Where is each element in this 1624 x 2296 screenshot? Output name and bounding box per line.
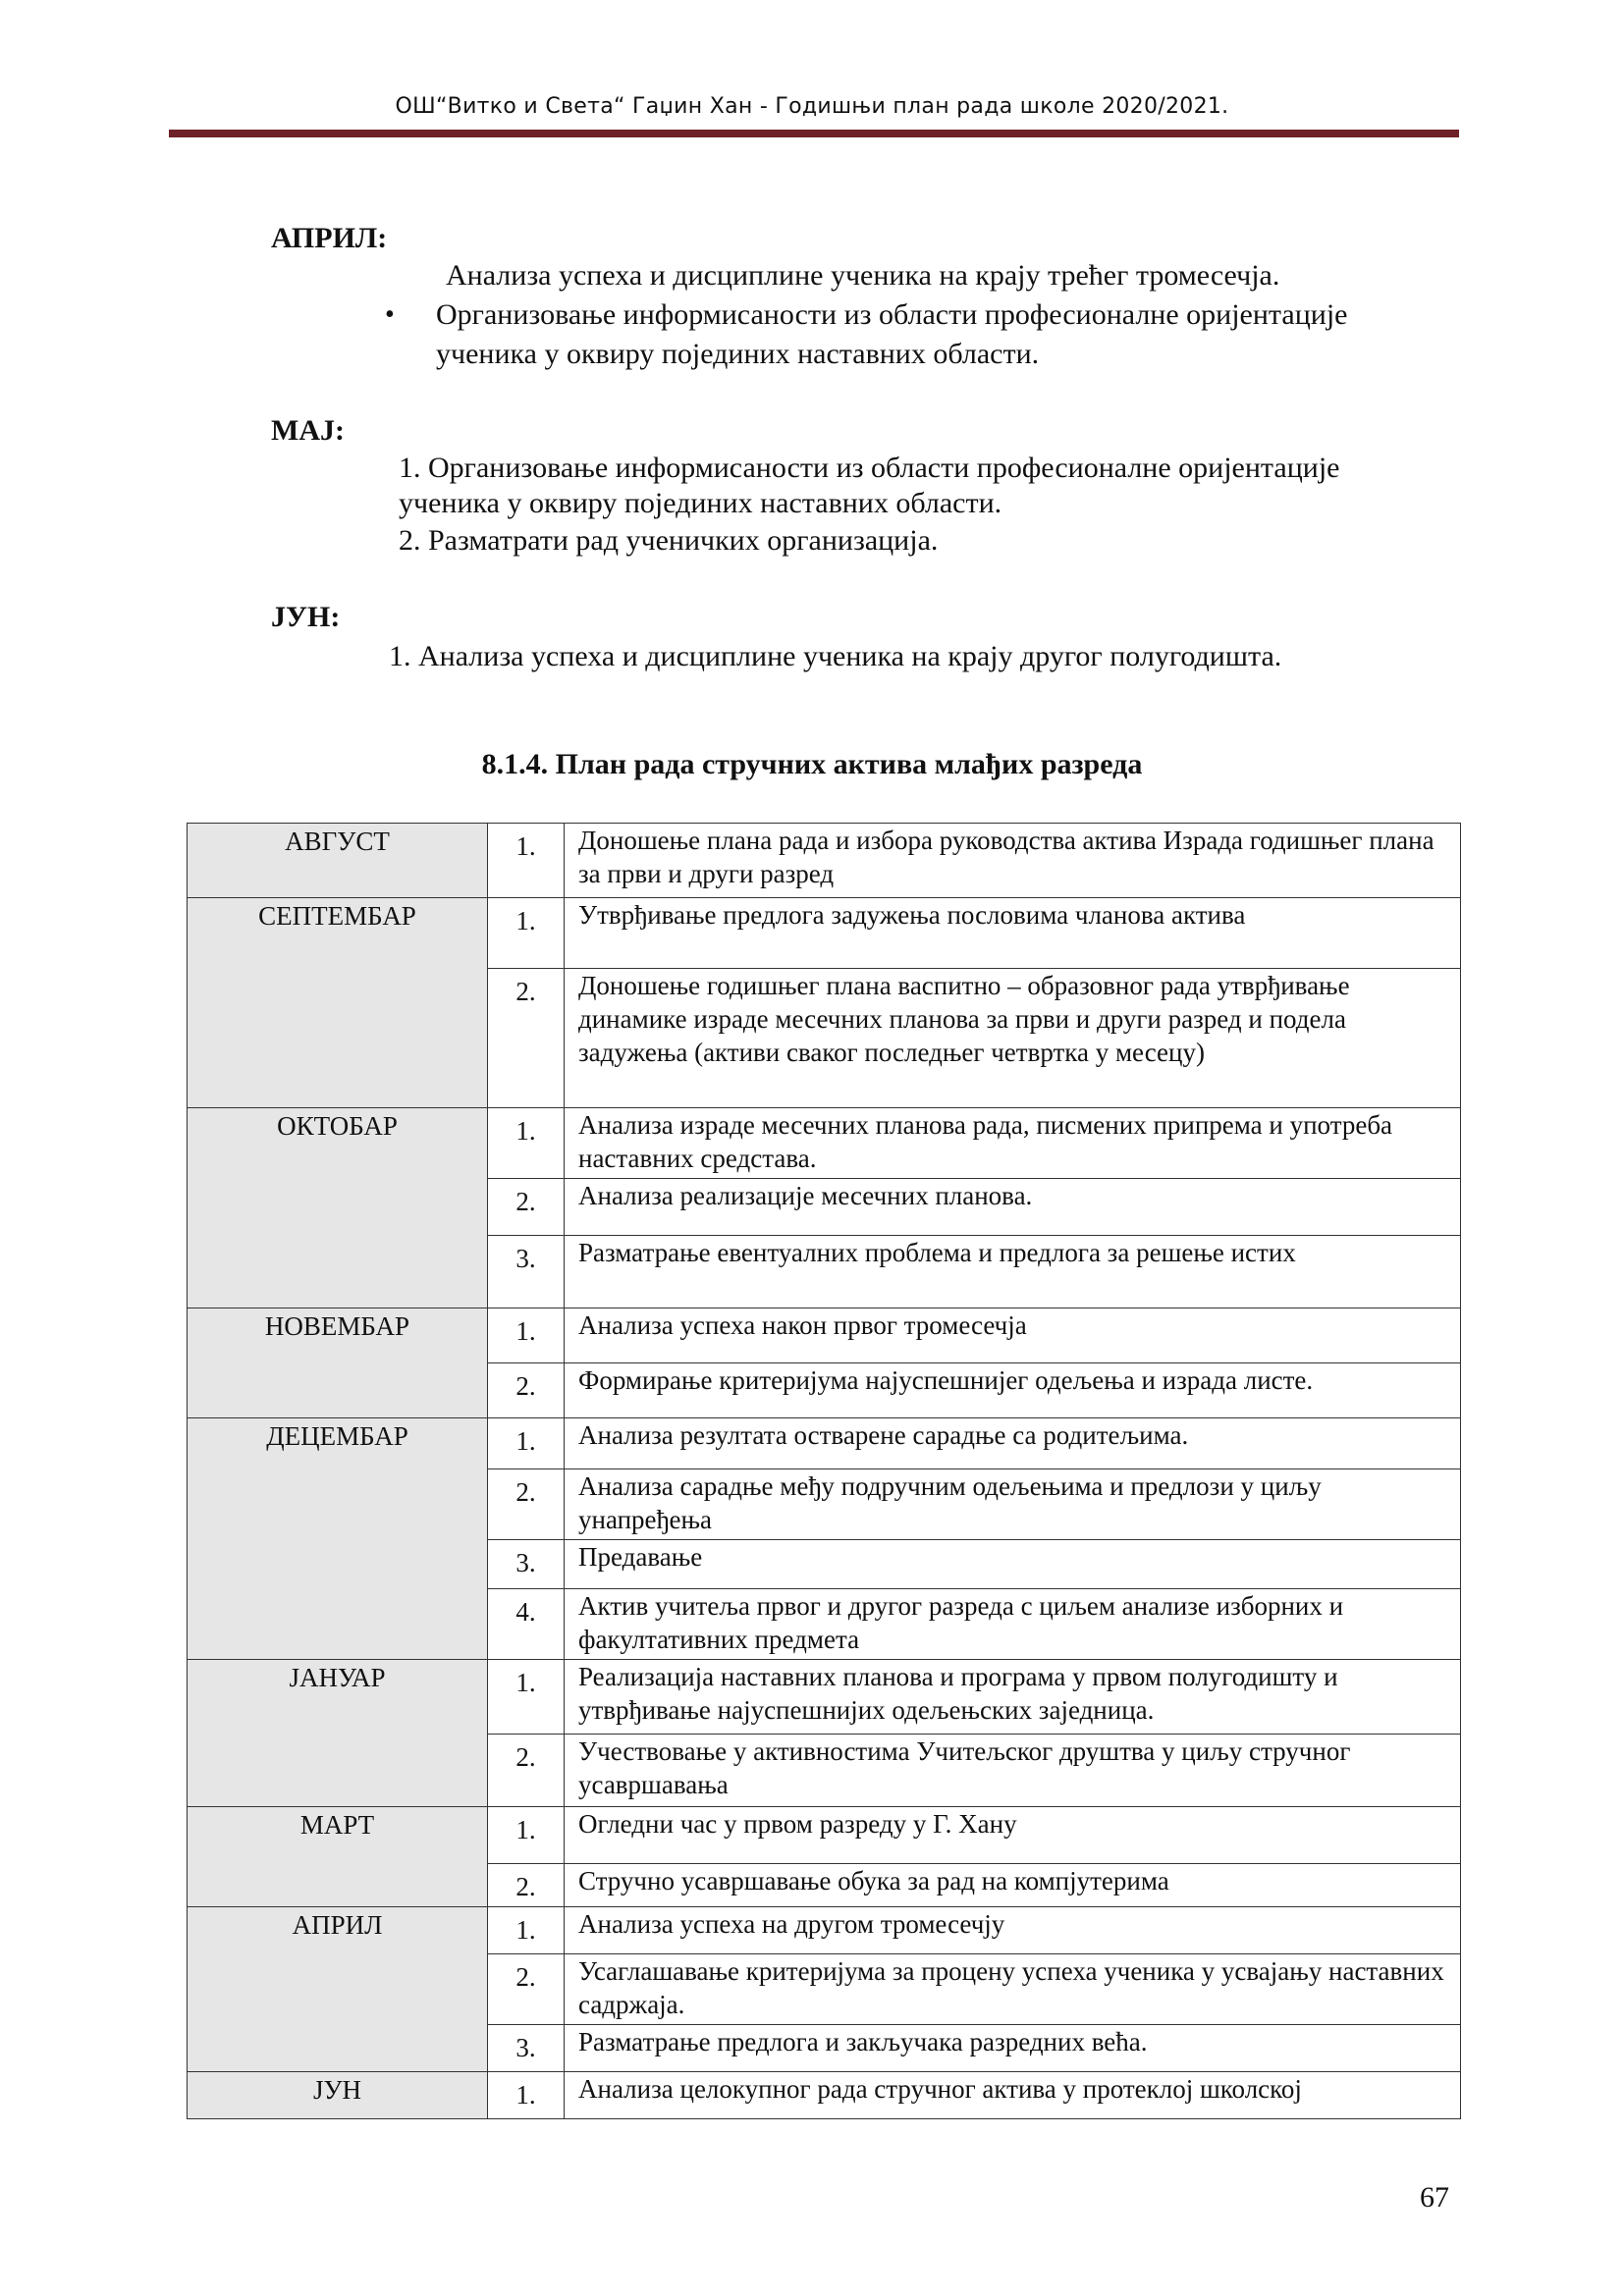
item-number: 2. <box>488 1735 565 1807</box>
table-row <box>188 1308 1461 1363</box>
item-text: Учествовање у активностима Учитељског друштва у циљу стручног усавршавања <box>565 1735 1461 1807</box>
item-text: Анализа израде месечних планова рада, писмених припрема и употреба наставних средстава. <box>565 1108 1461 1179</box>
april-line-3: ученика у оквиру појединих наставних области. <box>436 338 1040 370</box>
item-text: Стручно усавршавање обука за рад на компјутерима <box>565 1864 1461 1907</box>
item-number: 1. <box>488 1907 565 1954</box>
item-number: 4. <box>488 1589 565 1660</box>
item-number: 1. <box>488 1418 565 1469</box>
page-number: 67 <box>1420 2181 1449 2214</box>
table-row <box>188 1907 1461 1954</box>
section-title: 8.1.4. План рада стручних актива млађих разреда <box>481 748 1143 780</box>
item-number: 1. <box>488 1807 565 1864</box>
month-cell: ДЕЦЕМБАР <box>188 1418 488 1660</box>
april-heading: АПРИЛ: <box>271 222 388 254</box>
item-text: Анализа резултата остварене сарадње са родитељима. <box>565 1418 1461 1469</box>
month-cell: ЈУН <box>188 2072 488 2119</box>
item-number: 2. <box>488 1469 565 1540</box>
may-heading: МАЈ: <box>271 414 345 447</box>
month-cell: ОКТОБАР <box>188 1108 488 1308</box>
bullet-icon: • <box>385 299 395 330</box>
item-number: 2. <box>488 969 565 1108</box>
table-row <box>188 1660 1461 1735</box>
item-text: Анализа успеха након првог тромесечја <box>565 1308 1461 1363</box>
plan-table <box>187 823 1461 2119</box>
item-text: Утврђивање предлога задужења пословима чланова актива <box>565 898 1461 969</box>
item-text: Доношење годишњег плана васпитно – образовног рада утврђивање динамике израде месечних планова за први и други разред и подела задужења (активи сваког последњег четвртка у месецу) <box>565 969 1461 1108</box>
item-number: 2. <box>488 1363 565 1418</box>
may-line-1: 1. Организовање информисаности из области професионалне оријентације <box>399 452 1340 484</box>
item-text: Анализа сарадње међу подручним одељењима и предлози у циљу унапређења <box>565 1469 1461 1540</box>
may-line-2: ученика у оквиру појединих наставних области. <box>399 487 1002 519</box>
item-text: Формирање критеријума најуспешнијег одељења и израда листе. <box>565 1363 1461 1418</box>
april-line-2: Организовање информисаности из области професионалне оријентације <box>436 298 1348 331</box>
item-number: 2. <box>488 1179 565 1236</box>
item-text: Доношење плана рада и избора руководства актива Израда годишњег плана за први и други разред <box>565 824 1461 898</box>
month-cell: ЈАНУАР <box>188 1660 488 1807</box>
page-header: ОШ“Витко и Света“ Гаџин Хан - Годишњи план рада школе 2020/2021. <box>395 94 1229 119</box>
item-number: 3. <box>488 2025 565 2072</box>
june-line-1: 1. Анализа успеха и дисциплине ученика на крају другог полугодишта. <box>389 640 1282 672</box>
item-text: Разматрање предлога и закључака разредних већа. <box>565 2025 1461 2072</box>
item-number: 1. <box>488 824 565 898</box>
item-text: Актив учитеља првог и другог разреда с циљем анализе изборних и факултативних предмета <box>565 1589 1461 1660</box>
month-cell: НОВЕМБАР <box>188 1308 488 1418</box>
item-text: Усаглашавање критеријума за процену успеха ученика у усвајању наставних садржаја. <box>565 1954 1461 2025</box>
item-text: Анализа успеха на другом тромесечју <box>565 1907 1461 1954</box>
item-text: Анализа реализације месечних планова. <box>565 1179 1461 1236</box>
item-number: 3. <box>488 1540 565 1589</box>
item-text: Огледни час у првом разреду у Г. Хану <box>565 1807 1461 1864</box>
item-number: 2. <box>488 1864 565 1907</box>
table-row <box>188 1418 1461 1469</box>
month-cell: АПРИЛ <box>188 1907 488 2072</box>
item-text: Анализа целокупног рада стручног актива у протеклој школској <box>565 2072 1461 2119</box>
item-number: 1. <box>488 1108 565 1179</box>
table-row <box>188 1108 1461 1179</box>
table-row <box>188 824 1461 898</box>
june-heading: ЈУН: <box>271 601 341 633</box>
item-text: Разматрање евентуалних проблема и предлога за решење истих <box>565 1236 1461 1308</box>
month-cell: АВГУСТ <box>188 824 488 898</box>
april-line-1: Анализа успеха и дисциплине ученика на крају трећег тромесечја. <box>446 259 1280 292</box>
month-cell: СЕПТЕМБАР <box>188 898 488 1108</box>
item-number: 1. <box>488 2072 565 2119</box>
item-number: 3. <box>488 1236 565 1308</box>
header-rule <box>169 130 1459 137</box>
table-row <box>188 2072 1461 2119</box>
item-number: 2. <box>488 1954 565 2025</box>
item-number: 1. <box>488 1308 565 1363</box>
item-text: Предавање <box>565 1540 1461 1589</box>
table-row <box>188 1807 1461 1864</box>
may-line-3: 2. Разматрати рад ученичких организација. <box>399 524 939 557</box>
item-text: Реализација наставних планова и програма у првом полугодишту и утврђивање најуспешнијих одељењских заједница. <box>565 1660 1461 1735</box>
item-number: 1. <box>488 1660 565 1735</box>
item-number: 1. <box>488 898 565 969</box>
month-cell: МАРТ <box>188 1807 488 1907</box>
table-row <box>188 898 1461 969</box>
